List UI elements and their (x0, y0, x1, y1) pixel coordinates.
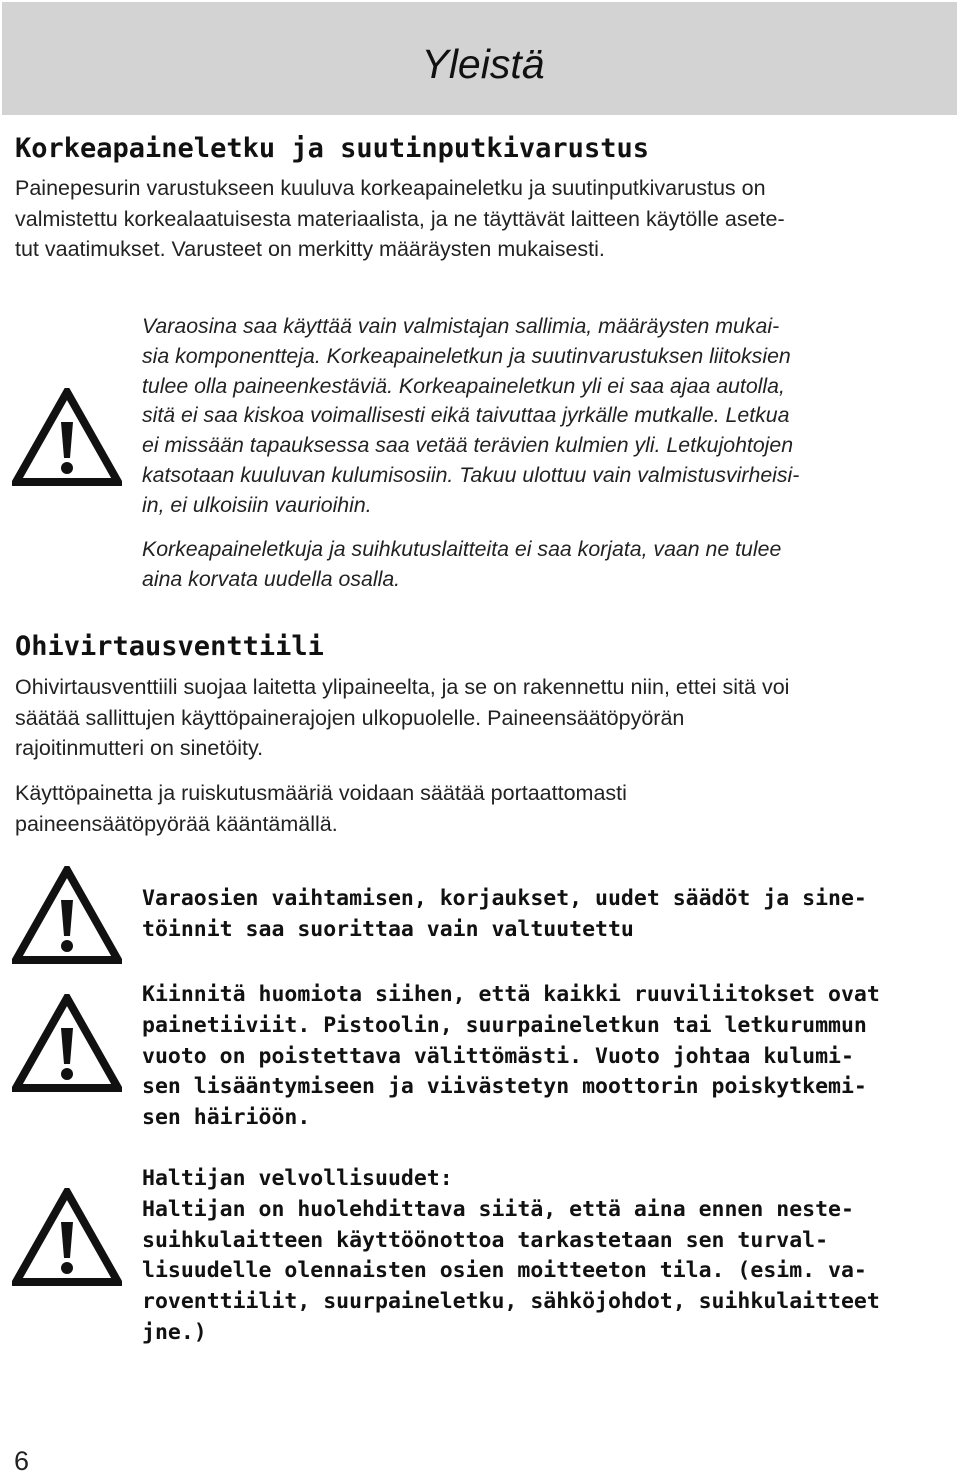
text-line: Korkeapaineletkuja ja suihkutuslaitteita ei saa korjata, vaan ne tulee (142, 537, 782, 561)
text-line: sen häiriöön. (142, 1105, 311, 1131)
text-line: Haltijan on huolehdittava siitä, että aina ennen neste- (142, 1196, 854, 1222)
text-line: lisuudelle olennaisten osien moitteeton tila. (esim. va- (142, 1258, 867, 1284)
text-line: rajoitinmutteri on sinetöity. (15, 736, 264, 760)
text-line: tulee olla paineenkestäviä. Korkeapaineletkun yli ei saa ajaa autolla, (142, 373, 785, 398)
text-line: suihkulaitteen käyttöönottoa tarkastetaan sen turval- (142, 1227, 829, 1253)
text-line: Varaosina saa käyttää vain valmistajan sallimia, määräysten mukai- (142, 314, 780, 338)
warning-triangle-icon (12, 388, 122, 486)
text-line: valmistettu korkealaatuisesta materiaalista, ja ne täyttävät laitteen käytölle asete- (15, 206, 785, 231)
section-paragraph (15, 778, 950, 839)
text-line: Painepesurin varustukseen kuuluva korkeapaineletku ja suutinputkivarustus on (15, 176, 766, 200)
text-line: sia komponentteja. Korkeapaineletkun ja suutinvarustuksen liitoksien (142, 343, 791, 368)
text-line: töinnit saa suorittaa vain valtuutettu (142, 916, 634, 942)
text-line: ei missään tapauksessa saa vetää terävien kulmien yli. Letkujohtojen (142, 433, 794, 458)
section-paragraph (15, 672, 950, 764)
text-line: Käyttöpainetta ja ruiskutusmääriä voidaan säätää portaattomasti (15, 781, 627, 805)
warning-text-2 (142, 535, 942, 595)
text-line: painetiiviit. Pistoolin, suurpaineletkun tai letkurummun (142, 1012, 867, 1038)
text-line: roventtiilit, suurpaineletku, sähköjohdot, suihkulaitteet (142, 1289, 880, 1315)
text-line: säätää sallittujen käyttöpainerajojen ulkopuolelle. Paineensäätöpyörän (15, 705, 685, 730)
text-line: in, ei ulkoisiin vaurioihin. (142, 492, 372, 517)
text-line: paineensäätöpyörää kääntämällä. (15, 811, 338, 836)
page-number: 6 (14, 1446, 30, 1476)
section-heading-valve: Ohivirtausventtiili (15, 631, 324, 662)
text-line: vuoto on poistettava välittömästi. Vuoto johtaa kulumi- (142, 1043, 854, 1069)
text-line: Haltijan velvollisuudet: (142, 1166, 453, 1191)
warning-triangle-icon (12, 866, 122, 964)
page-title: Yleistä (421, 41, 545, 87)
text-line: Varaosien vaihtamisen, korjaukset, uudet säädöt ja sine- (142, 886, 867, 911)
section-paragraph (15, 173, 945, 265)
text-line: katsotaan kuuluvan kulumisosiin. Takuu ulottuu vain valmistusvirheisi- (142, 462, 800, 487)
warning-bold-text (142, 1164, 947, 1349)
text-line: tut vaatimukset. Varusteet on merkitty määräysten mukaisesti. (15, 237, 605, 261)
text-line: Kiinnitä huomiota siihen, että kaikki ruuviliitokset ovat (142, 982, 880, 1007)
warning-triangle-icon (12, 1188, 122, 1286)
warning-text (142, 312, 942, 521)
warning-triangle-icon (12, 994, 122, 1092)
warning-bold-text (142, 980, 947, 1134)
text-line: aina korvata uudella osalla. (142, 566, 401, 591)
text-line: sen lisääntymiseen ja viivästetyn moottorin poiskytkemi- (142, 1074, 867, 1100)
section-heading-hose: Korkeapaineletku ja suutinputkivarustus (15, 133, 649, 164)
text-line: jne.) (142, 1319, 207, 1345)
text-line: sitä ei saa kiskoa voimallisesti eikä taivuttaa jyrkälle mutkalle. Letkua (142, 403, 790, 428)
text-line: Ohivirtausventtiili suojaa laitetta ylipaineelta, ja se on rakennettu niin, ettei sitä voi (15, 675, 790, 699)
warning-bold-text (142, 884, 947, 946)
